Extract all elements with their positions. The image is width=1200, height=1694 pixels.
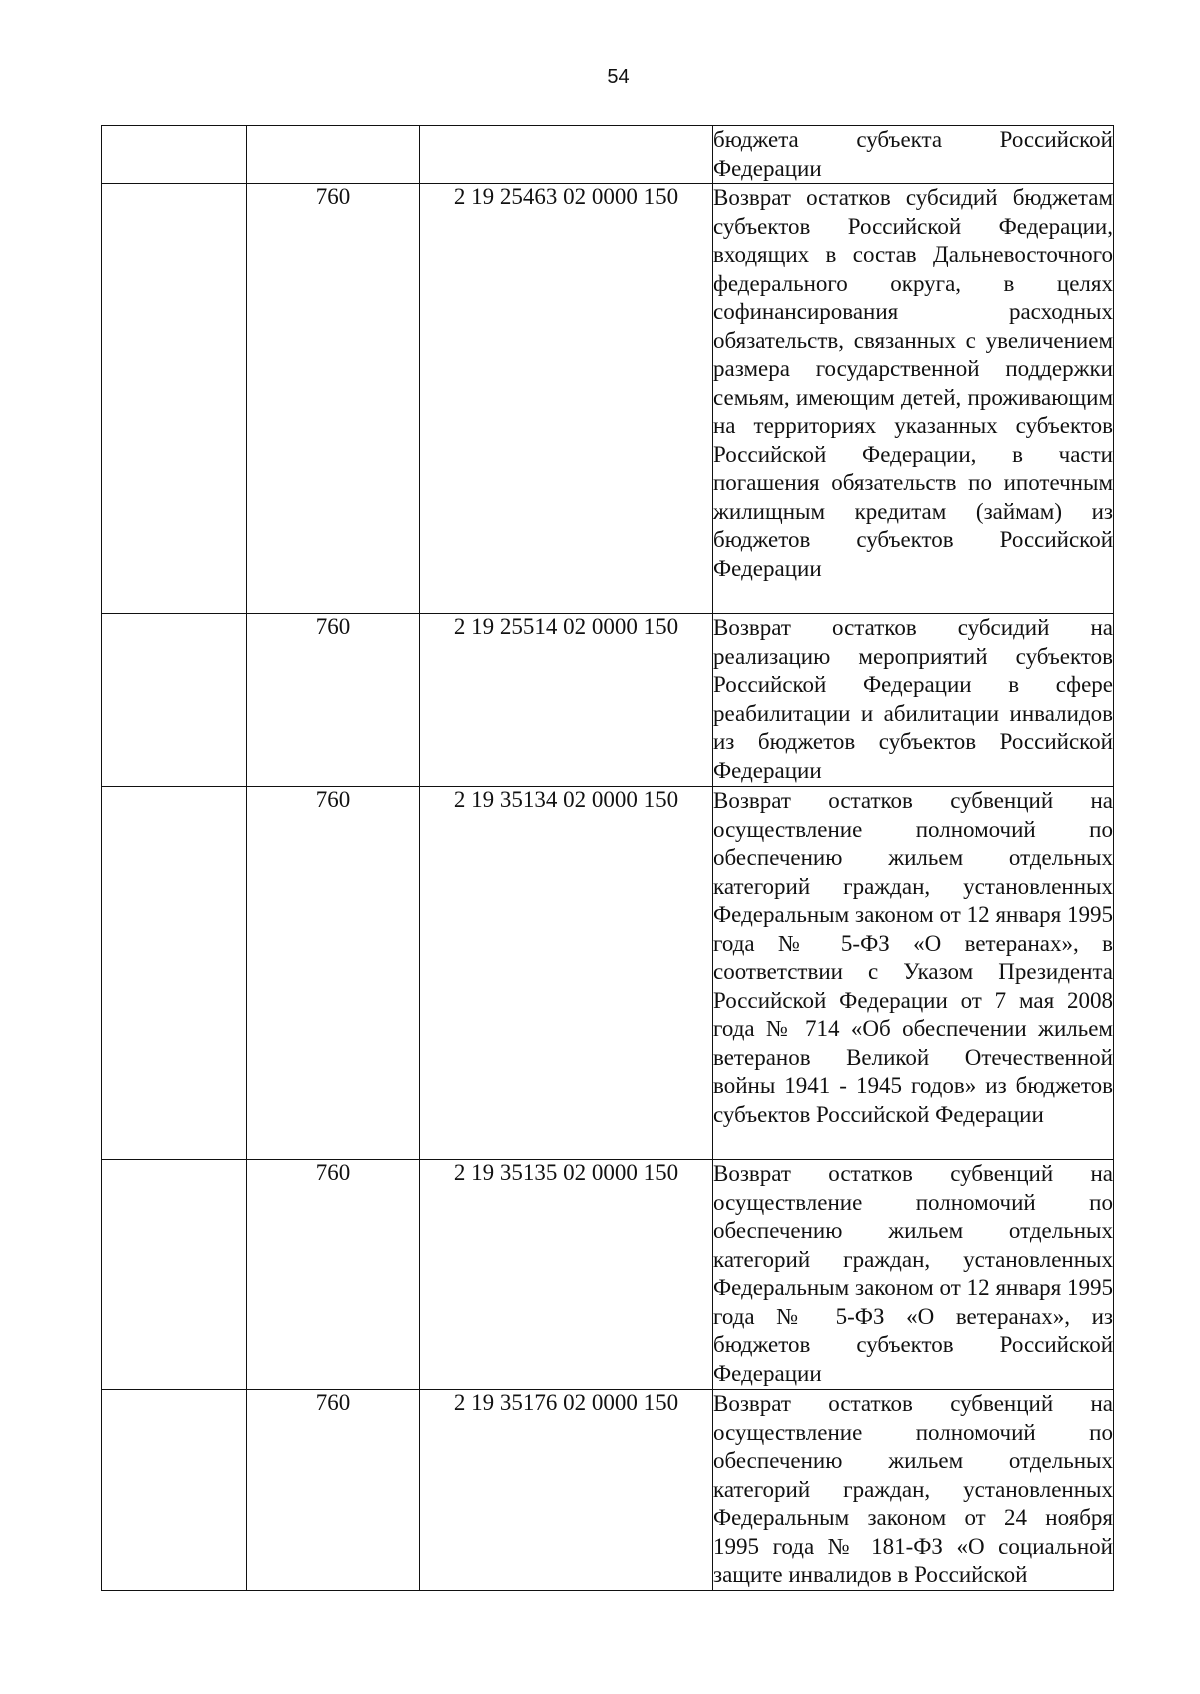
admin-code-cell: 760 [247, 184, 420, 614]
classification-code-cell: 2 19 35176 02 0000 150 [420, 1390, 713, 1591]
description-cell: Возврат остатков субвенций на осуществление полномочий по обеспечению жильем отдельных категорий граждан, установленных Федеральным законом от 12 января 1995 года № 5-ФЗ «О ветеранах», из бюджетов субъектов Российской Федерации [713, 1160, 1114, 1390]
description-cell: Возврат остатков субсидий на реализацию мероприятий субъектов Российской Федерации в сфере реабилитации и абилитации инвалидов из бюджетов субъектов Российской Федерации [713, 614, 1114, 787]
table-row [102, 1390, 1114, 1591]
description-cell: Возврат остатков субсидий бюджетам субъектов Российской Федерации, входящих в состав Дальневосточного федерального округа, в целях софинансирования расходных обязательств, связанных с увеличением размера государственной поддержки семьям, имеющим детей, проживающим на территориях указанных субъектов Российской Федерации, в части погашения обязательств по ипотечным жилищным кредитам (займам) из бюджетов субъектов Российской Федерации [713, 184, 1114, 614]
table-row [102, 1160, 1114, 1390]
admin-code-cell: 760 [247, 1160, 420, 1390]
admin-code-cell: 760 [247, 614, 420, 787]
table-row [102, 126, 1114, 184]
classification-code-cell: 2 19 25463 02 0000 150 [420, 184, 713, 614]
empty-cell [102, 184, 247, 614]
description-cell: Возврат остатков субвенций на осуществление полномочий по обеспечению жильем отдельных категорий граждан, установленных Федеральным законом от 12 января 1995 года № 5-ФЗ «О ветеранах», в соответствии с Указом Президента Российской Федерации от 7 мая 2008 года № 714 «Об обеспечении жильем ветеранов Великой Отечественной войны 1941 - 1945 годов» из бюджетов субъектов Российской Федерации [713, 787, 1114, 1160]
table-row [102, 787, 1114, 1160]
page-number: 54 [607, 66, 630, 88]
classification-code-cell [420, 126, 713, 184]
description-cell: бюджета субъекта Российской Федерации [713, 126, 1114, 184]
classification-code-cell: 2 19 35134 02 0000 150 [420, 787, 713, 1160]
empty-cell [102, 1390, 247, 1591]
empty-cell [102, 787, 247, 1160]
empty-cell [102, 1160, 247, 1390]
description-cell: Возврат остатков субвенций на осуществление полномочий по обеспечению жильем отдельных категорий граждан, установленных Федеральным законом от 24 ноября 1995 года № 181-ФЗ «О социальной защите инвалидов в Российской [713, 1390, 1114, 1591]
budget-code-table [101, 125, 1114, 1591]
empty-cell [102, 614, 247, 787]
table-row [102, 184, 1114, 614]
classification-code-cell: 2 19 35135 02 0000 150 [420, 1160, 713, 1390]
classification-code-cell: 2 19 25514 02 0000 150 [420, 614, 713, 787]
table-row [102, 614, 1114, 787]
admin-code-cell [247, 126, 420, 184]
empty-cell [102, 126, 247, 184]
admin-code-cell: 760 [247, 787, 420, 1160]
admin-code-cell: 760 [247, 1390, 420, 1591]
